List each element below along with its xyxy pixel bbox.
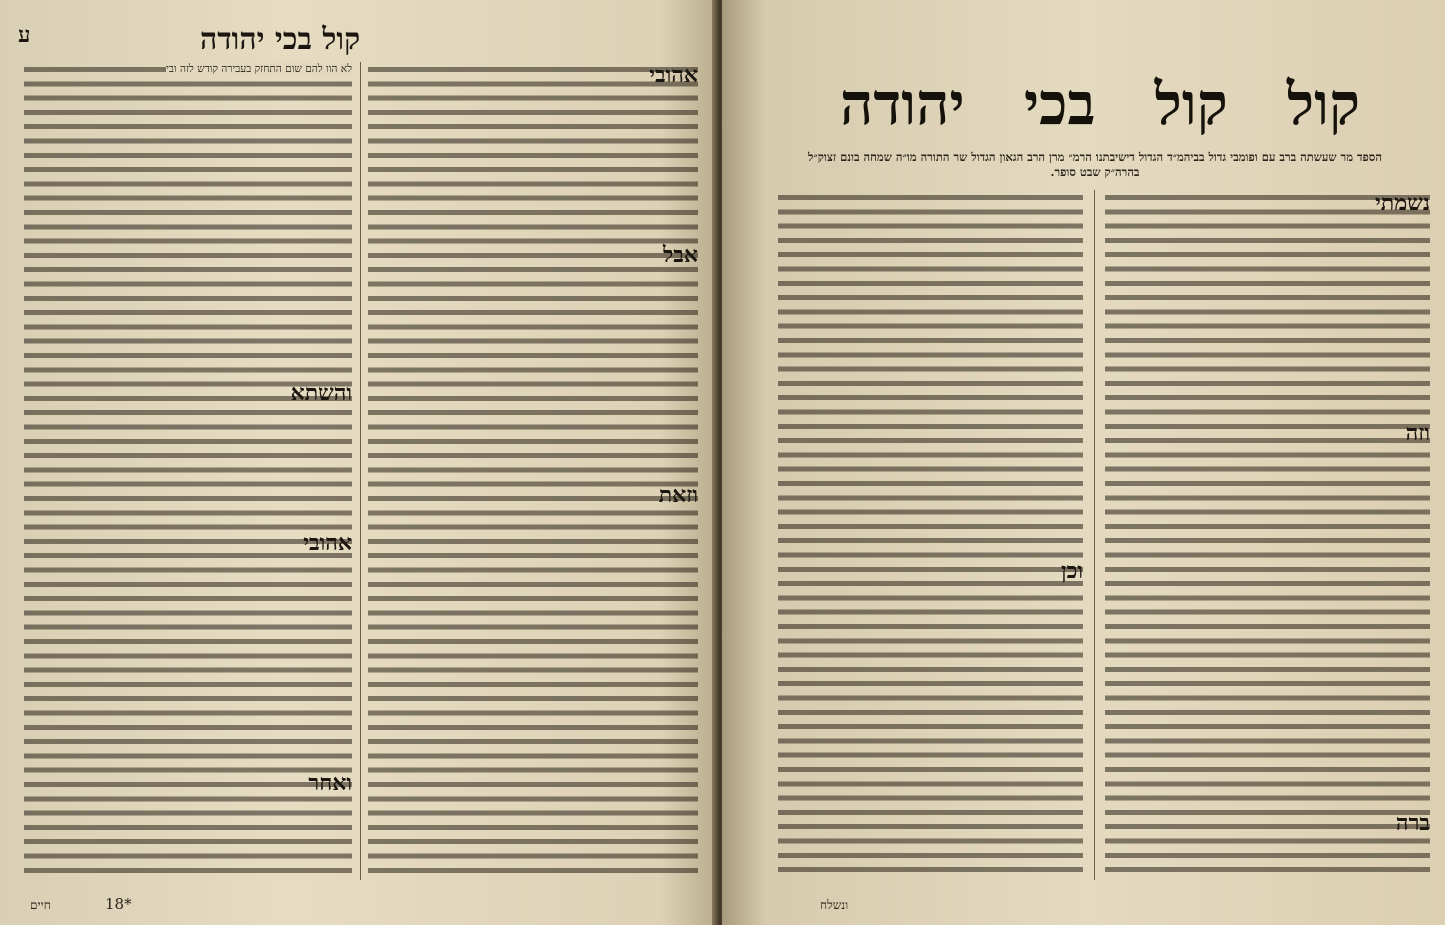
paragraph <box>778 190 1083 204</box>
paragraph-text: לא הוו להם שום התחזק בעבירה קודש לזה ובי <box>166 63 352 75</box>
title-word: קול <box>1154 70 1228 138</box>
paragraph <box>368 242 698 268</box>
paragraph-lead-word: וזה <box>1405 420 1430 446</box>
title-word: בכי <box>1023 70 1096 138</box>
text-column-left-page-1 <box>368 62 698 880</box>
paragraph-lead-word: ואחר <box>308 770 352 797</box>
page-number: ע <box>18 22 31 48</box>
paragraph <box>24 62 352 76</box>
text-column-left-page-2 <box>24 62 352 880</box>
paragraph <box>1105 810 1430 836</box>
paragraph-lead-word: אהובי <box>649 62 698 88</box>
title-subheading: הספד מר שעשתה ברב עם ופומבי גדול בביהמ״ד הגדול דישיבתנו הרמ״ מרן הרב הגאון הגדול שר התורה מו״ה שמחה בונם זצוק״ל בהרה״ק שבט סופר. <box>808 150 1382 179</box>
paragraph-lead-word: והשתא <box>290 380 352 407</box>
text-column-right-page-1 <box>1105 190 1430 880</box>
paragraph <box>368 482 698 508</box>
column-divider <box>360 62 361 880</box>
paragraph <box>24 770 352 796</box>
paragraph <box>1105 420 1430 446</box>
paragraph-lead-word: נשמתי <box>1375 190 1430 216</box>
paragraph-lead-word: ברה <box>1395 810 1430 836</box>
text-column-right-page-2 <box>778 190 1083 880</box>
left-page <box>0 0 718 925</box>
title-word: קול <box>1286 70 1360 138</box>
signature-mark: 18* <box>105 895 132 913</box>
title-word: יהודה <box>840 70 965 138</box>
paragraph-lead-word: אבל <box>662 242 698 268</box>
paragraph <box>778 558 1083 584</box>
paragraph <box>24 380 352 406</box>
paragraph <box>368 62 698 88</box>
paragraph <box>1105 190 1430 216</box>
paragraph-lead-word: וזאת <box>658 482 698 508</box>
running-head: קול בכי יהודה <box>200 22 361 57</box>
main-title <box>840 70 1360 138</box>
paragraph-lead-word: אהובי <box>303 530 352 557</box>
column-divider <box>1094 190 1095 880</box>
footer-end-word: ונשלח <box>820 898 849 912</box>
paragraph-lead-word: וכן <box>1061 558 1083 585</box>
paragraph <box>24 530 352 556</box>
footer-end-word: חיים <box>30 898 51 912</box>
